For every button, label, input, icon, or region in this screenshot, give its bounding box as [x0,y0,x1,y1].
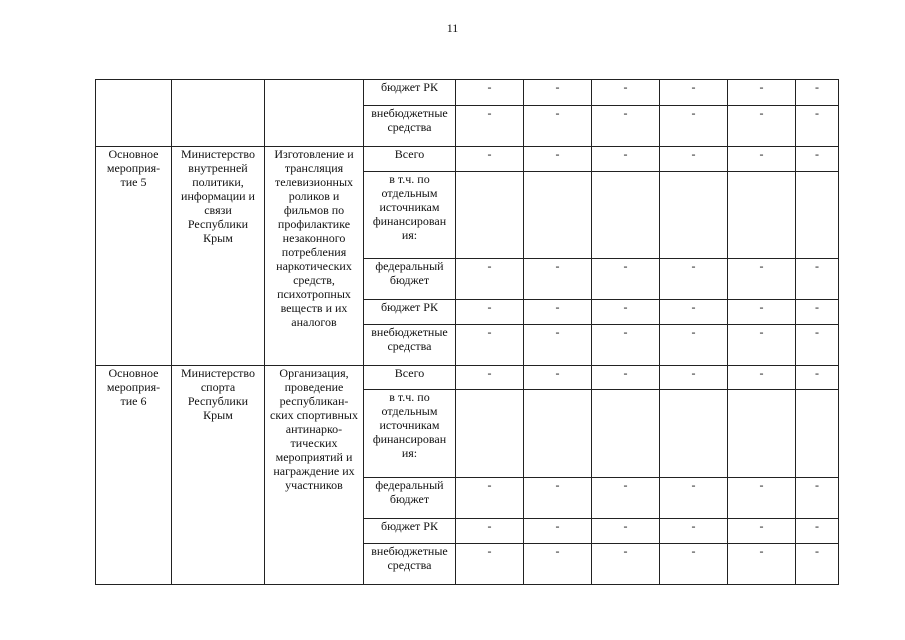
value-cell: - [524,259,592,300]
value-cell: - [456,366,524,390]
source-cell: внебюджетные средства [364,544,456,585]
value-cell: - [728,80,796,106]
value-cell: - [796,106,839,147]
source-cell: внебюджетные средства [364,106,456,147]
event-cell: Основное мероприя- тие 6 [96,366,172,585]
value-cell [524,171,592,259]
budget-table [95,79,839,585]
value-cell: - [456,325,524,366]
value-cell: - [456,106,524,147]
value-cell: - [592,366,660,390]
value-cell: - [456,147,524,171]
value-cell: - [524,106,592,147]
value-cell: - [592,299,660,324]
value-cell [456,390,524,478]
value-cell: - [660,80,728,106]
value-cell: - [728,299,796,324]
value-cell: - [524,518,592,543]
event-cell [96,80,172,147]
value-cell: - [524,299,592,324]
value-cell: - [592,544,660,585]
value-cell [524,390,592,478]
value-cell [592,390,660,478]
value-cell: - [796,478,839,519]
value-cell: - [456,518,524,543]
value-cell: - [728,147,796,171]
table-row [96,366,839,390]
value-cell: - [796,80,839,106]
value-cell: - [660,518,728,543]
value-cell: - [796,147,839,171]
source-cell: бюджет РК [364,299,456,324]
description-cell [265,80,364,147]
value-cell: - [728,544,796,585]
value-cell: - [728,366,796,390]
source-cell: федеральный бюджет [364,478,456,519]
value-cell: - [592,147,660,171]
value-cell: - [456,80,524,106]
event-cell: Основное мероприя- тие 5 [96,147,172,366]
value-cell: - [796,366,839,390]
value-cell: - [456,544,524,585]
value-cell: - [592,106,660,147]
value-cell: - [592,478,660,519]
description-cell: Изготовление и трансляция телевизионных роликов и фильмов по профилактике незаконного потребления наркотических средств, психотропных веществ и их аналогов [265,147,364,366]
value-cell: - [524,544,592,585]
source-cell: Всего [364,147,456,171]
value-cell: - [728,478,796,519]
executor-cell: Министерство спорта Республики Крым [172,366,265,585]
source-cell: Всего [364,366,456,390]
executor-cell [172,80,265,147]
value-cell: - [592,325,660,366]
value-cell [728,390,796,478]
value-cell: - [524,366,592,390]
value-cell: - [796,325,839,366]
value-cell: - [456,259,524,300]
value-cell [660,390,728,478]
value-cell: - [660,147,728,171]
page-number: 11 [446,21,459,35]
source-cell: в т.ч. по отдельным источникам финансирован ия: [364,390,456,478]
value-cell: - [728,259,796,300]
table-row [96,147,839,171]
source-cell: бюджет РК [364,518,456,543]
value-cell: - [796,259,839,300]
value-cell: - [660,325,728,366]
value-cell: - [660,259,728,300]
value-cell: - [592,80,660,106]
executor-cell: Министерство внутренней политики, информации и связи Республики Крым [172,147,265,366]
value-cell: - [728,106,796,147]
value-cell: - [524,325,592,366]
value-cell: - [796,518,839,543]
value-cell: - [524,478,592,519]
table-row [96,80,839,106]
value-cell: - [456,299,524,324]
value-cell: - [728,325,796,366]
value-cell: - [660,299,728,324]
value-cell: - [524,80,592,106]
value-cell: - [524,147,592,171]
value-cell: - [660,366,728,390]
value-cell [660,171,728,259]
value-cell: - [592,518,660,543]
value-cell: - [660,478,728,519]
source-cell: внебюджетные средства [364,325,456,366]
description-cell: Организация, проведение республикан- ских спортивных антинарко- тических мероприятий и награждение их участников [265,366,364,585]
value-cell [728,171,796,259]
value-cell: - [796,544,839,585]
value-cell: - [456,478,524,519]
source-cell: бюджет РК [364,80,456,106]
value-cell: - [660,544,728,585]
value-cell: - [592,259,660,300]
source-cell: федеральный бюджет [364,259,456,300]
value-cell: - [796,299,839,324]
value-cell [456,171,524,259]
value-cell [796,390,839,478]
value-cell [592,171,660,259]
source-cell: в т.ч. по отдельным источникам финансирован ия: [364,171,456,259]
value-cell: - [660,106,728,147]
value-cell [796,171,839,259]
value-cell: - [728,518,796,543]
